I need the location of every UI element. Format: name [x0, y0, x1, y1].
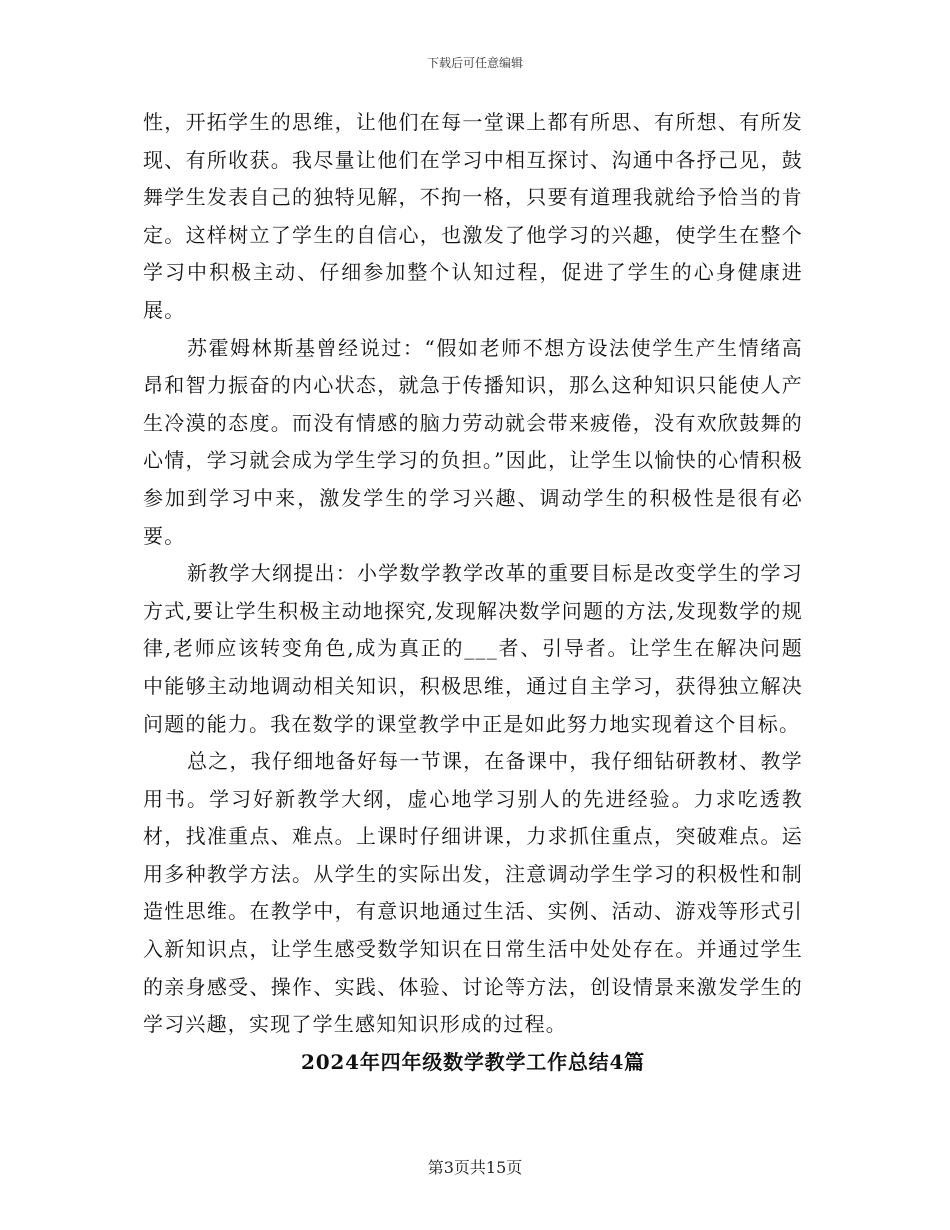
paragraph-4: 总之，我仔细地备好每一节课，在备课中，我仔细钻研教材、教学用书。学习好新教学大纲，虚心地学习别人的先进经验。力求吃透教材，找准重点、难点。上课时仔细讲课，力求抓住重点，突破难点。运用多种教学方法。从学生的实际出发，注意调动学生学习的积极性和制造性思维。在教学中，有意识地通过生活、实例、活动、游戏等形式引入新知识点，让学生感受数学知识在日常生活中处处存在。并通过学生的亲身感受、操作、实践、体验、讨论等方法，创设情景来激发学生的学习兴趣，实现了学生感知知识形成的过程。 [143, 749, 803, 1037]
page-footer: 第3页共15页 [427, 1158, 523, 1177]
paragraph-2: 苏霍姆林斯基曾经说过：“假如老师不想方设法使学生产生情绪高昂和智力振奋的内心状态，就急于传播知识，那么这种知识只能使人产生冷漠的态度。而没有情感的脑力劳动就会带来疲倦，没有欢欣鼓舞的心情，学习就会成为学生学习的负担。”因此，让学生以愉快的心情积极参加到学习中来，激发学生的学习兴趣、调动学生的积极性是很有必要。 [143, 335, 803, 548]
section-title: 2024年四年级数学教学工作总结4篇 [301, 1049, 645, 1074]
paragraph-3: 新教学大纲提出：小学数学教学改革的重要目标是改变学生的学习方式,要让学生积极主动地探究,发现解决数学问题的方法,发现数学的规律,老师应该转变角色,成为真正的___者、引导者。让学生在解决问题中能够主动地调动相关知识，积极思维，通过自主学习，获得独立解决问题的能力。我在数学的课堂教学中正是如此努力地实现着这个目标。 [143, 561, 803, 736]
page-header: 下载后可任意编辑 [426, 56, 523, 70]
paragraph-1: 性，开拓学生的思维，让他们在每一堂课上都有所思、有所想、有所发现、有所收获。我尽量让他们在学习中相互探讨、沟通中各抒己见，鼓舞学生发表自己的独特见解，不拘一格，只要有道理我就给予恰当的肯定。这样树立了学生的自信心，也激发了他学习的兴趣，使学生在整个学习中积极主动、仔细参加整个认知过程，促进了学生的心身健康进展。 [143, 110, 803, 322]
document-body [143, 104, 803, 1081]
